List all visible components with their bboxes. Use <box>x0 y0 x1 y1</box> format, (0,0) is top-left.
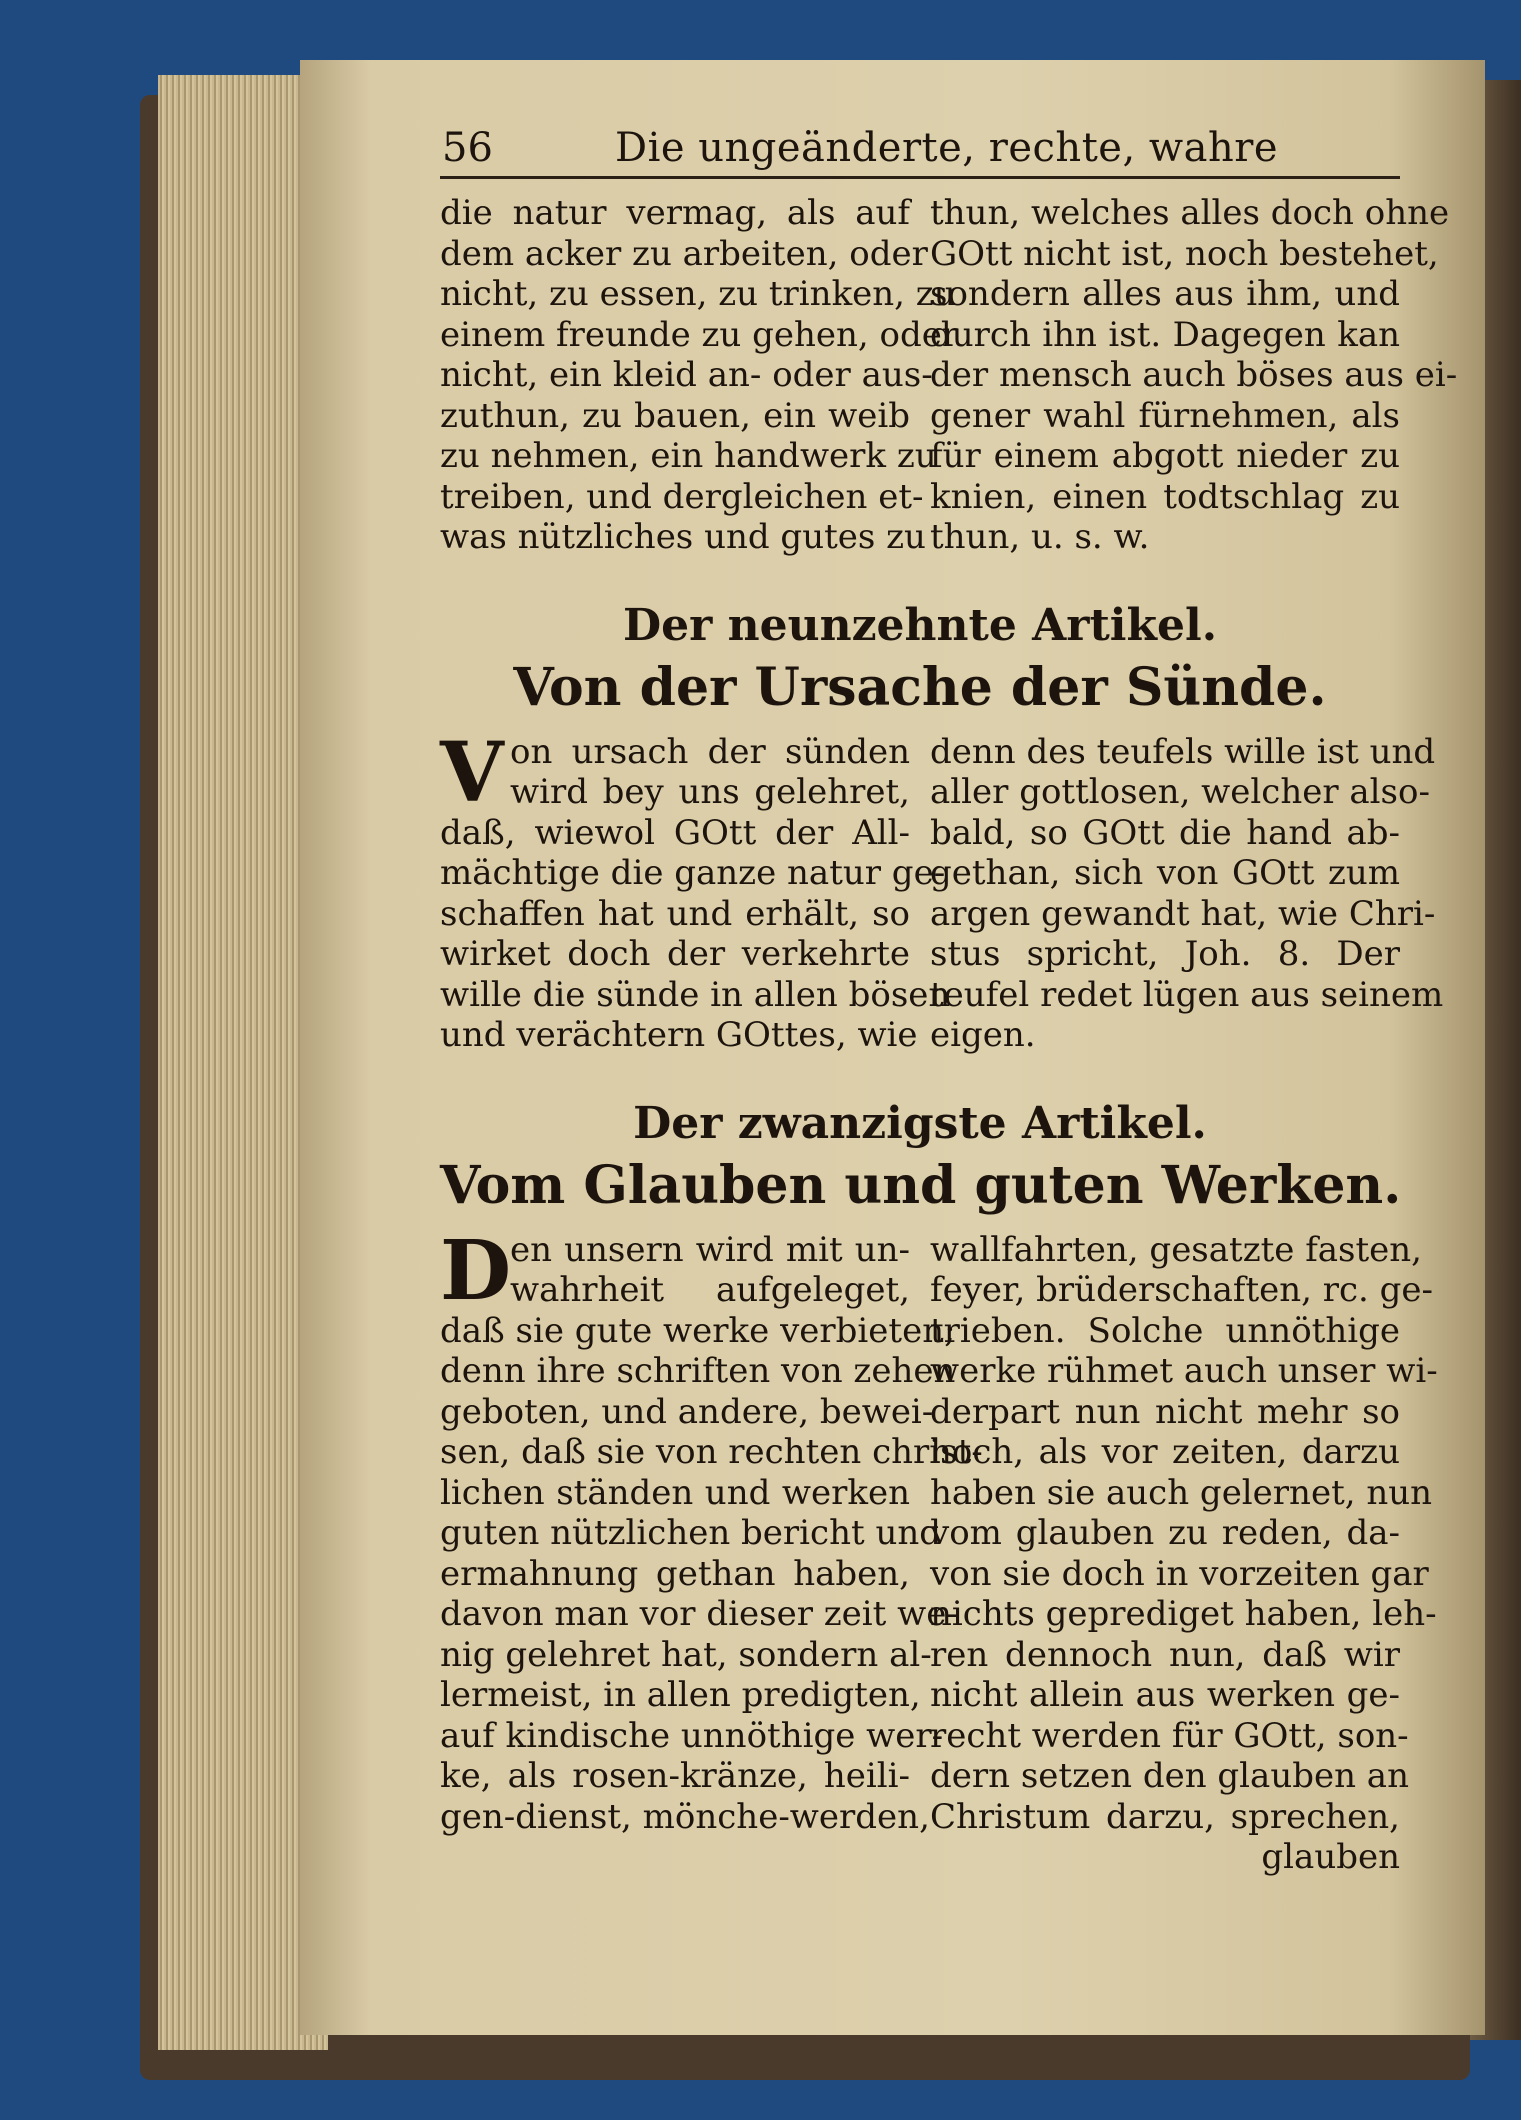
text-line: die natur vermag, als auf <box>440 193 910 233</box>
article19-subtitle: Von der Ursache der Sünde. <box>513 656 1327 718</box>
text-line: wirket doch der verkehrte <box>440 934 910 974</box>
text-line: ren dennoch nun, daß wir <box>930 1634 1400 1675</box>
article19-left-column <box>440 724 951 1056</box>
catchword: glauben <box>1261 1837 1400 1877</box>
text-line: der mensch auch böses aus ei- <box>930 355 1458 395</box>
text-line: denn des teufels wille ist und <box>930 731 1436 772</box>
text-line: wahrheit aufgeleget, <box>510 1270 910 1310</box>
text-line: werke rühmet auch unser wi- <box>930 1351 1438 1391</box>
text-line: wallfahrten, gesatzte fasten, <box>930 1229 1422 1270</box>
text-line: aller gottlosen, welcher also- <box>930 772 1430 812</box>
text-line: derpart nun nicht mehr so <box>930 1391 1400 1432</box>
text-line: haben sie auch gelernet, nun <box>930 1472 1433 1513</box>
text-line: thun, welches alles doch ohne <box>930 193 1450 233</box>
text-line: lermeist, in allen predigten, <box>440 1675 921 1715</box>
text-line: daß sie gute werke verbieten; <box>440 1310 956 1351</box>
text-line: auf kindische unnöthige wer- <box>440 1715 944 1756</box>
text-line: denn ihre schriften von zehen <box>440 1351 956 1391</box>
article20-left-column <box>440 1222 983 1878</box>
text-line: nicht, ein kleid an- oder aus- <box>440 355 933 395</box>
text-line: feyer, brüderschaften, rc. ge- <box>930 1270 1434 1310</box>
section18-left-column <box>440 193 959 558</box>
text-line: trieben. Solche unnöthige <box>930 1310 1400 1351</box>
text-line: hoch, als vor zeiten, darzu <box>930 1432 1400 1472</box>
text-line: schaffen hat und erhält, so <box>440 893 910 934</box>
text-line: recht werden für GOtt, son- <box>930 1715 1409 1756</box>
text-line: stus spricht, Joh. 8. Der <box>930 934 1400 974</box>
text-line: mächtige die ganze natur ge- <box>440 853 946 893</box>
text-line: dern setzen den glauben an <box>930 1756 1409 1796</box>
dropcap-block <box>440 724 910 821</box>
text-line: GOtt nicht ist, noch bestehet, <box>930 233 1439 274</box>
text-line: teufel redet lügen aus seinem <box>930 974 1444 1015</box>
text-line: und verächtern GOttes, wie <box>440 1015 918 1055</box>
text-line: thun, u. s. w. <box>930 517 1150 557</box>
dropcap-block <box>440 1222 910 1319</box>
text-line: knien, einen todtschlag zu <box>930 476 1400 517</box>
text-line: eigen. <box>930 1015 1036 1055</box>
text-line: daß, wiewol GOtt der All- <box>440 812 910 853</box>
article20-right-column <box>930 1229 1438 1878</box>
text-line: sondern alles aus ihm, und <box>930 274 1400 314</box>
text-line: wille die sünde in allen bösen <box>440 974 951 1015</box>
text-line: zu nehmen, ein handwerk zu <box>440 436 937 476</box>
text-line: nichts geprediget haben, leh- <box>930 1594 1437 1634</box>
text-line: davon man vor dieser zeit we- <box>440 1594 958 1634</box>
text-line: guten nützlichen bericht und <box>440 1513 942 1553</box>
text-line: gener wahl fürnehmen, als <box>930 395 1400 436</box>
text-line: was nützliches und gutes zu <box>440 517 926 557</box>
text-line: nicht allein aus werken ge- <box>930 1675 1400 1715</box>
running-title: Die ungeänderte, rechte, wahre <box>615 125 1279 171</box>
text-line: nicht, zu essen, zu trinken, zu <box>440 274 956 314</box>
article19-title: Der neunzehnte Artikel. <box>622 599 1218 651</box>
text-line: ke, als rosen-kränze, heili- <box>440 1756 910 1796</box>
text-line: treiben, und dergleichen et- <box>440 476 924 517</box>
text-line: gen-dienst, mönche-werden, <box>440 1796 930 1837</box>
article20-columns <box>440 1222 1438 1878</box>
running-head <box>440 120 1400 176</box>
drop-cap: V <box>440 724 504 821</box>
text-line: nig gelehret hat, sondern al- <box>440 1634 932 1675</box>
article20-title: Der zwanzigste Artikel. <box>633 1097 1207 1149</box>
section18-right-column <box>930 193 1458 558</box>
text-line: sen, daß sie von rechten christ- <box>440 1432 983 1472</box>
text-line: durch ihn ist. Dagegen kan <box>930 314 1400 355</box>
text-line: von sie doch in vorzeiten gar <box>930 1553 1429 1594</box>
text-line: vom glauben zu reden, da- <box>930 1513 1400 1553</box>
text-line: für einem abgott nieder zu <box>930 436 1400 476</box>
text-line: gethan, sich von GOtt zum <box>930 853 1400 893</box>
section18-columns <box>440 193 1458 558</box>
article19-columns <box>440 724 1444 1056</box>
text-line: Christum darzu, sprechen, <box>930 1796 1400 1837</box>
page-number: 56 <box>442 125 493 171</box>
text-line: einem freunde zu gehen, oder <box>440 314 959 355</box>
text-line: en unsern wird mit un- <box>510 1229 910 1270</box>
article19-right-column <box>930 731 1444 1056</box>
article20-subtitle: Vom Glauben und guten Werken. <box>440 1154 1402 1216</box>
head-rule <box>440 176 1400 179</box>
text-line: on ursach der sünden <box>510 731 910 772</box>
text-line: lichen ständen und werken <box>440 1472 910 1513</box>
text-line: wird bey uns gelehret, <box>510 772 910 812</box>
text-line: ermahnung gethan haben, <box>440 1553 910 1594</box>
text-line: bald, so GOtt die hand ab- <box>930 812 1400 853</box>
drop-cap: D <box>440 1222 512 1319</box>
text-line: dem acker zu arbeiten, oder <box>440 233 928 274</box>
page-content <box>440 120 1458 2000</box>
text-line: zuthun, zu bauen, ein weib <box>440 395 910 436</box>
text-line: argen gewandt hat, wie Chri- <box>930 893 1436 934</box>
text-line: geboten, und andere, bewei- <box>440 1391 934 1432</box>
